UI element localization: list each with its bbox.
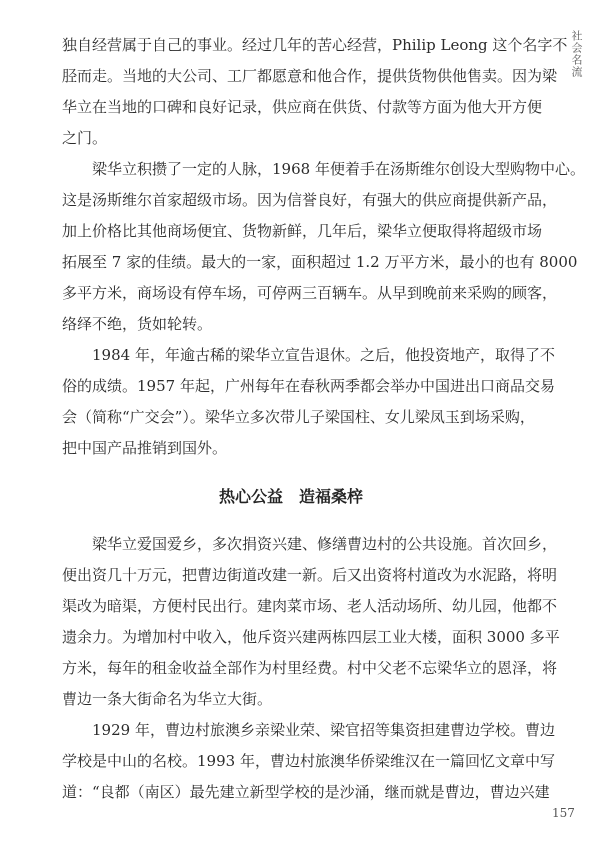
text-line xyxy=(62,343,555,374)
text-line xyxy=(62,126,520,157)
text-line-content: 梁华立积攒了一定的人脉，1968 年便着手在汤斯维尔创设大型购物中心。 xyxy=(92,160,585,178)
text-line-content: 胫而走。当地的大公司、工厂都愿意和他合作，提供货物供他售卖。因为梁 xyxy=(62,67,558,85)
text-line xyxy=(62,281,558,312)
text-line-content: 独自经营属于自己的事业。经过几年的苦心经营，Philip Leong 这个名字不 xyxy=(62,36,568,54)
text-line xyxy=(62,312,520,343)
paragraph xyxy=(62,33,568,157)
text-line xyxy=(62,157,585,188)
text-line-content: 便出资几十万元，把曹边街道改建一新。后又出资将村道改为水泥路，将明 xyxy=(62,566,558,584)
text-line-content: 把中国产品推销到国外。 xyxy=(62,439,228,457)
text-line-content: 多平方米，商场设有停车场，可停两三百辆车。从早到晚前来采购的顾客， xyxy=(62,284,558,302)
text-line xyxy=(62,687,520,718)
text-line xyxy=(62,250,578,281)
text-line-content: 这是汤斯维尔首家超级市场。因为信誉良好，有强大的供应商提供新产品， xyxy=(62,191,558,209)
page-number: 157 xyxy=(552,806,575,820)
paragraph xyxy=(62,718,555,811)
text-line-content: 方米，每年的租金收益全部作为村里经费。村中父老不忘梁华立的恩泽，将 xyxy=(62,659,558,677)
text-line-content: 会（简称“广交会”）。梁华立多次带儿子梁国柱、女儿梁凤玉到场采购， xyxy=(62,408,535,426)
text-line-content: 渠改为暗渠，方便村民出行。建肉菜市场、老人活动场所、幼儿园，他都不 xyxy=(62,597,558,615)
text-line-content: 道：“良都（南区）最先建立新型学校的是沙涌，继而就是曹边，曹边兴建 xyxy=(62,783,550,801)
text-line xyxy=(62,656,558,687)
paragraph xyxy=(62,532,560,718)
text-line-content: 梁华立爱国爱乡，多次捐资兴建、修缮曹边村的公共设施。首次回乡， xyxy=(92,535,558,553)
text-line xyxy=(62,436,520,467)
text-line xyxy=(62,563,558,594)
running-header-title: 社会名流 xyxy=(570,30,583,78)
text-line-content: 络绎不绝，货如轮转。 xyxy=(62,315,213,333)
text-line xyxy=(62,594,558,625)
text-line-content: 华立在当地的口碑和良好记录，供应商在供货、付款等方面为他大开方便 xyxy=(62,98,543,116)
text-line xyxy=(62,405,535,436)
text-line xyxy=(62,188,558,219)
text-line-content: 俗的成绩。1957 年起，广州每年在春秋两季都会举办中国进出口商品交易 xyxy=(62,377,555,395)
text-line-content: 拓展至 7 家的佳绩。最大的一家，面积超过 1.2 万平方米，最小的也有 8000 xyxy=(62,253,578,271)
text-line xyxy=(62,749,555,780)
section-heading: 热心公益 造福桑梓 xyxy=(218,487,363,506)
paragraph xyxy=(62,343,555,467)
text-line xyxy=(62,219,543,250)
text-line-content: 1929 年，曹边村旅澳乡亲梁业荣、梁官招等集资担建曹边学校。曹边 xyxy=(92,721,555,739)
text-line-content: 遗余力。为增加村中收入，他斥资兴建两栋四层工业大楼，面积 3000 多平 xyxy=(62,628,560,646)
text-line xyxy=(62,625,560,656)
text-line xyxy=(62,374,555,405)
text-line-content: 学校是中山的名校。1993 年，曹边村旅澳华侨梁维汉在一篇回忆文章中写 xyxy=(62,752,555,770)
text-line xyxy=(62,33,568,64)
text-line xyxy=(62,718,555,749)
text-line xyxy=(62,532,558,563)
text-line-content: 1984 年，年逾古稀的梁华立宣告退休。之后，他投资地产，取得了不 xyxy=(92,346,555,364)
text-line xyxy=(62,95,543,126)
text-line xyxy=(62,64,558,95)
paragraph xyxy=(62,157,585,343)
text-line-content: 之门。 xyxy=(62,129,108,147)
text-line xyxy=(62,780,550,811)
text-line-content: 加上价格比其他商场便宜、货物新鲜，几年后，梁华立便取得将超级市场 xyxy=(62,222,543,240)
text-line-content: 曹边一条大街命名为华立大街。 xyxy=(62,690,273,708)
